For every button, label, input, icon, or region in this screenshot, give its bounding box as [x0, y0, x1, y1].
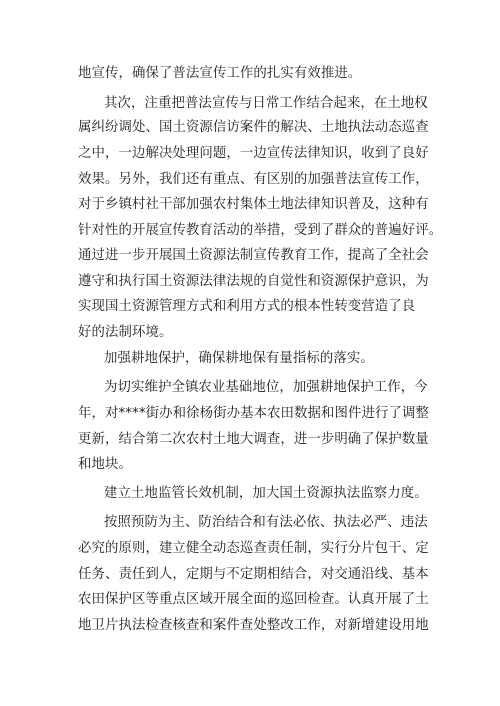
- text-line: 农田保护区等重点区域开展全面的巡回检查。认真开展了土: [78, 592, 429, 607]
- paragraph-first-line: 其次，注重把普法宣传与日常工作结合起来，在土地权: [104, 96, 428, 111]
- text-line: 属纠纷调处、国土资源信访案件的解决、土地执法动态巡查: [78, 120, 429, 135]
- paragraph-first-line: 按照预防为主、防治结合和有法必依、执法必严、违法: [104, 515, 428, 530]
- section-heading: 建立土地监管长效机制，加大国土资源执法监察力度。: [104, 486, 428, 501]
- text-line: 效果。另外，我们还有重点、有区别的加强普法宣传工作，: [78, 172, 429, 187]
- text-line: 实现国土资源管理方式和利用方式的根本性转变营造了良: [78, 299, 416, 314]
- text-line: 必究的原则，建立健全动态巡查责任制，实行分片包干、定: [78, 541, 429, 556]
- text-line: 针对性的开展宣传教育活动的举措，受到了群众的普遍好评。: [78, 223, 443, 238]
- text-line: 任务、责任到人，定期与不定期相结合，对交通沿线、基本: [78, 567, 429, 582]
- text-line: 更新，结合第二次农村土地大调查，进一步明确了保护数量: [78, 432, 429, 447]
- text-line: 对于乡镇村社干部加强农村集体土地法律知识普及，这种有: [78, 197, 429, 212]
- paragraph-first-line: 为切实维护全镇农业基础地位，加强耕地保护工作，今: [104, 380, 428, 395]
- text-line: 地卫片执法检查核查和案件查处整改工作，对新增建设用地: [78, 618, 429, 633]
- text-line: 和地块。: [78, 457, 132, 472]
- text-line: 年，对****街办和徐杨街办基本农田数据和图件进行了调整: [78, 406, 429, 421]
- text-line: 好的法制环境。: [78, 325, 173, 340]
- text-line: 通过进一步开展国土资源法制宣传教育工作，提高了全社会: [78, 248, 429, 263]
- text-line: 地宣传，确保了普法宣传工作的扎实有效推进。: [78, 66, 362, 81]
- text-line: 遵守和执行国土资源法律法规的自觉性和资源保护意识，为: [78, 274, 429, 289]
- section-heading: 加强耕地保护，确保耕地保有量指标的落实。: [104, 351, 374, 366]
- text-line: 之中，一边解决处理问题，一边宣传法律知识，收到了良好: [78, 146, 429, 161]
